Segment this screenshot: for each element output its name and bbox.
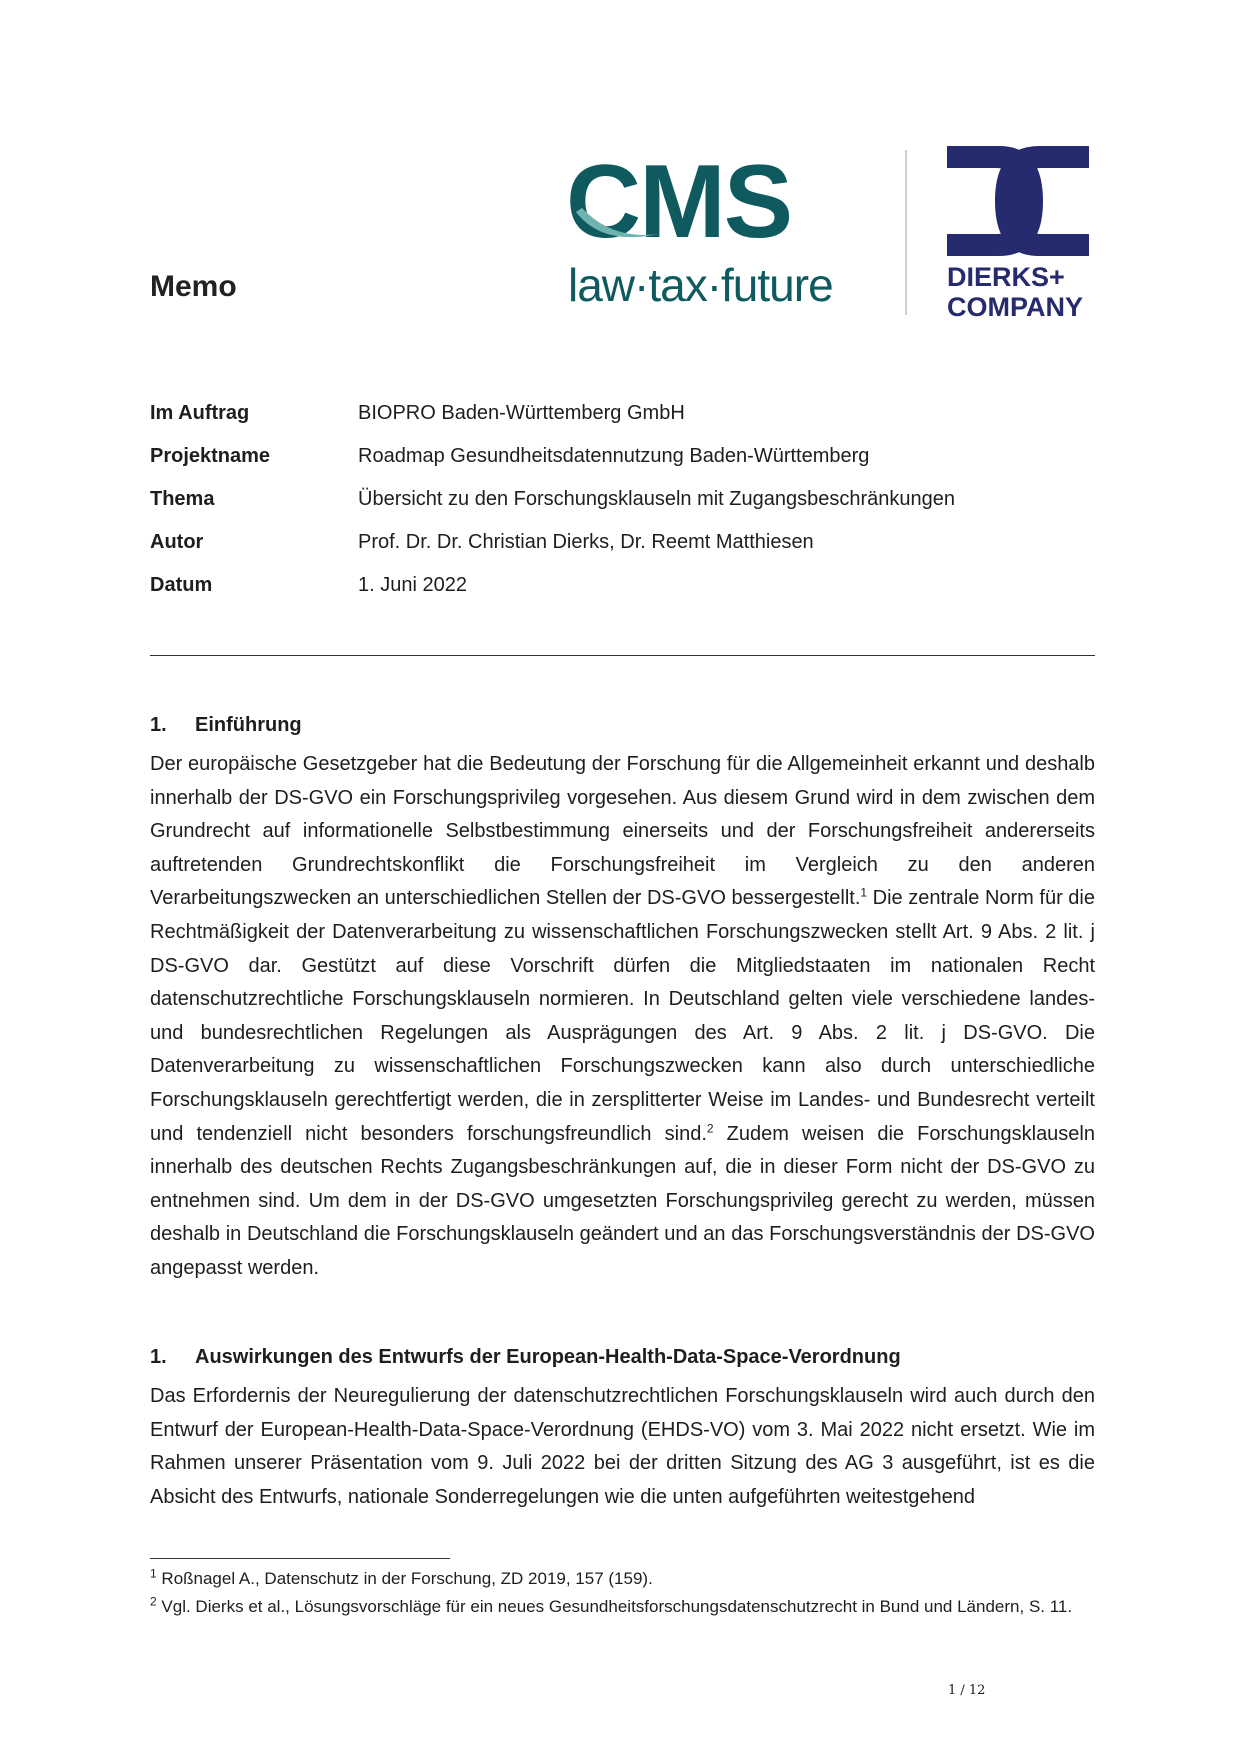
- meta-label: Projektname: [150, 445, 271, 467]
- dierks-logo-line1: DIERKS+: [947, 262, 1065, 292]
- meta-value: BIOPRO Baden-Württemberg GmbH: [358, 402, 685, 424]
- dierks-monogram-icon: [947, 146, 1089, 256]
- footnote-ref[interactable]: 2: [706, 1120, 714, 1135]
- footnote-ref[interactable]: 1: [860, 885, 868, 900]
- section-number: 1.: [150, 714, 167, 736]
- memo-title: Memo: [150, 270, 237, 303]
- page-number: 1 / 12: [948, 1683, 986, 1698]
- meta-value: Roadmap Gesundheitsdatennutzung Baden-Württemberg: [358, 445, 870, 467]
- cms-logo-word: CMS: [566, 144, 792, 260]
- footnote-mark: 2: [150, 1594, 157, 1609]
- footnote-text: Roßnagel A., Datenschutz in der Forschung, ZD 2019, 157 (159).: [156, 1569, 653, 1588]
- paragraph-text: Zudem weisen die Forschungsklauseln innerhalb des deutschen Rechts Zugangsbeschränkungen auf, die in dieser Form nicht der DS-GVO zu entnehmen sind. Um dem in der DS-GVO umgesetzten Forschungsprivileg gerecht zu werden, müssen deshalb in Deutschland die Forschungsklauseln geändert und an das Forschungsverständnis der DS-GVO angepasst werden.: [150, 1122, 1095, 1279]
- paragraph-text: Die zentrale Norm für die Rechtmäßigkeit der Datenverarbeitung zu wissenschaftlichen Forschungszwecken stellt Art. 9 Abs. 2 lit. j DS-GVO dar. Gestützt auf diese Vorschrift dürfen die Mitgliedstaaten im nationalen Recht datenschutzrechtliche Forschungsklauseln normieren. In Deutschland gelten viele verschiedene landes- und bundesrechtlichen Regelungen als Ausprägungen des Art. 9 Abs. 2 lit. j DS-GVO. Die Datenverarbeitung zu wissenschaftlichen Forschungszwecken kann also durch unterschiedliche Forschungsklauseln gerechtfertigt werden, die in zersplitterter Weise im Landes- und Bundesrecht verteilt und tendenziell nicht besonders forschungsfreundlich sind.: [150, 887, 1095, 1145]
- footnote-divider: [150, 1558, 450, 1559]
- cms-swoosh-icon: [572, 204, 662, 248]
- cms-logo: [566, 144, 866, 311]
- footnote-text: Vgl. Dierks et al., Lösungsvorschläge für ein neues Gesundheitsforschungsdatenschutzrecht in Bund und Ländern, S. 11.: [156, 1597, 1073, 1616]
- meta-value: 1. Juni 2022: [358, 574, 467, 596]
- meta-label: Datum: [150, 574, 213, 596]
- section-title: Einführung: [195, 714, 302, 736]
- paragraph-text: Der europäische Gesetzgeber hat die Bedeutung der Forschung für die Allgemeinheit erkannt und deshalb innerhalb der DS-GVO ein Forschungsprivileg vorgesehen. Aus diesem Grund wird in dem zwischen dem Grundrecht auf informationelle Selbstbestimmung einerseits und der Forschungsfreiheit andererseits auftretenden Grundrechtskonflikt die Forschungsfreiheit im Vergleich zu den anderen Verarbeitungszwecken an unterschiedlichen Stellen der DS-GVO bessergestellt.: [150, 753, 1095, 910]
- section-paragraph: [150, 748, 1095, 1286]
- section-title: Auswirkungen des Entwurfs der European-Health-Data-Space-Verordnung: [195, 1346, 901, 1368]
- dierks-company-logo: [947, 146, 1097, 321]
- section-paragraph: Das Erfordernis der Neuregulierung der datenschutzrechtlichen Forschungsklauseln wird auch durch den Entwurf der European-Health-Data-Space-Verordnung (EHDS-VO) vom 3. Mai 2022 nicht ersetzt. Wie im Rahmen unserer Präsentation vom 9. Juli 2022 bei der dritten Sitzung des AG 3 ausgeführt, ist es die Absicht des Entwurfs, nationale Sonderregelungen wie die unten aufgeführten weitestgehend: [150, 1385, 1095, 1508]
- logo-divider: [905, 150, 907, 315]
- meta-label: Thema: [150, 488, 215, 510]
- meta-label: Im Auftrag: [150, 402, 250, 424]
- meta-label: Autor: [150, 531, 204, 553]
- meta-value: Übersicht zu den Forschungsklauseln mit Zugangsbeschränkungen: [358, 488, 956, 510]
- footnote: [150, 1566, 1095, 1591]
- dierks-logo-line2: COMPANY: [947, 292, 1084, 322]
- meta-value: Prof. Dr. Dr. Christian Dierks, Dr. Reemt Matthiesen: [358, 531, 814, 553]
- footnote: [150, 1594, 1095, 1619]
- footnote-mark: 1: [150, 1566, 157, 1581]
- section-number: 1.: [150, 1346, 167, 1368]
- header-divider: [150, 655, 1095, 656]
- cms-logo-tagline: law·tax·future: [568, 259, 833, 311]
